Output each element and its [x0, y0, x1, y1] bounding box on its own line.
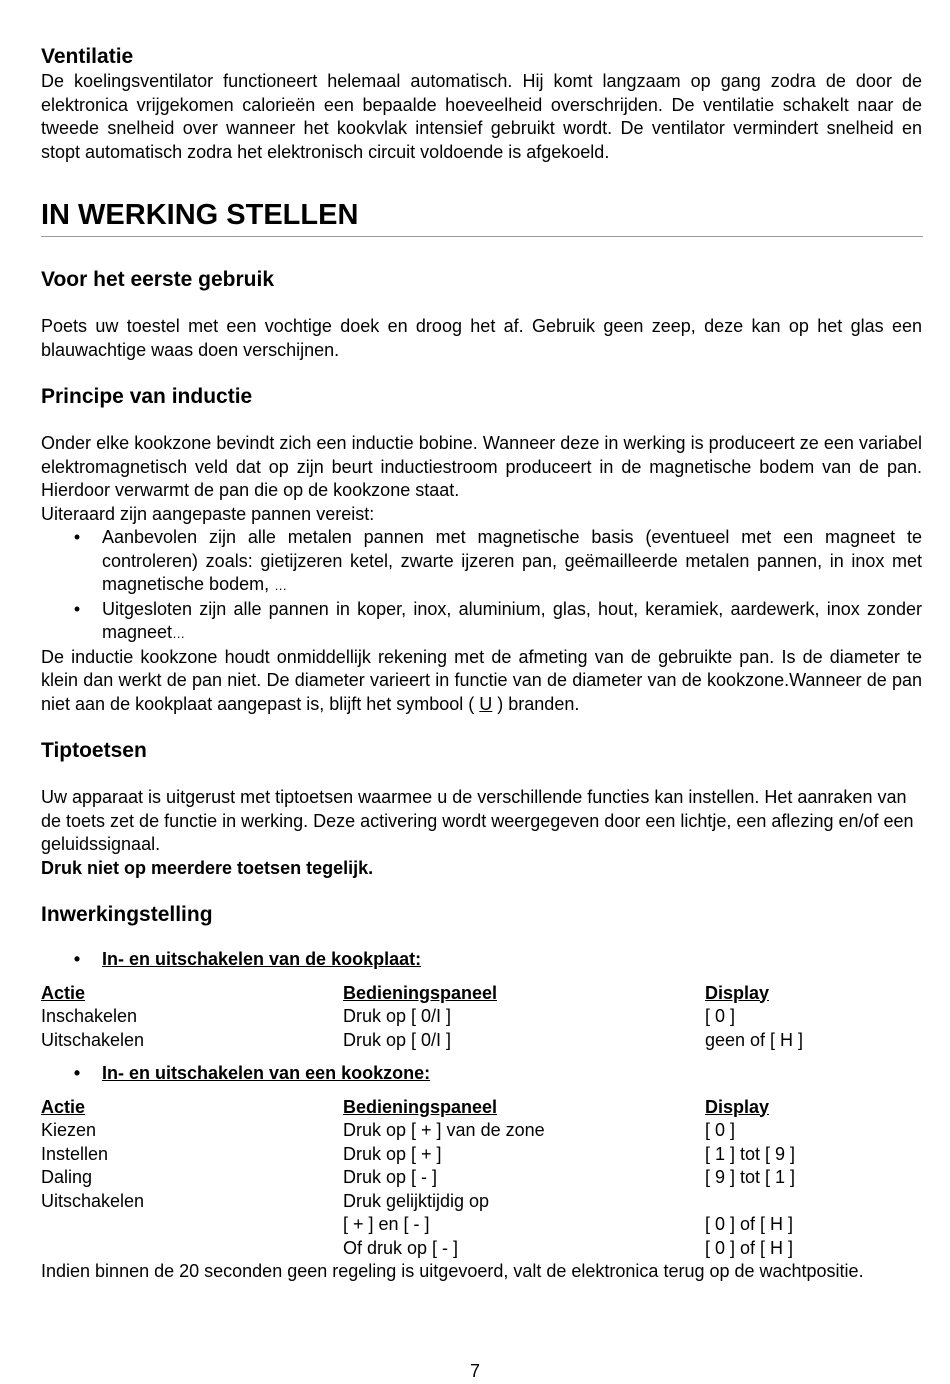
table-cell: Druk op [ - ]: [343, 1167, 438, 1187]
table-cell: [ 0 ]: [705, 1006, 736, 1026]
table-cell: Inschakelen: [41, 1006, 138, 1026]
bullet-icon: •: [73, 527, 81, 547]
table-row: [41, 1190, 922, 1214]
table-cell: Of druk op [ - ]: [343, 1237, 459, 1258]
table-cell: Druk op [ 0/I ]: [343, 1006, 452, 1026]
section1-title-text: In- en uitschakelen van de kookplaat:: [102, 949, 422, 969]
bullet-icon: •: [73, 598, 81, 619]
table-cell: [41, 1213, 343, 1237]
u-symbol: U: [479, 693, 493, 714]
table-cell: [ 0 ]: [705, 1120, 736, 1140]
table-header-row: [41, 1096, 922, 1120]
table-cell: Druk op [ + ] van de zone: [343, 1120, 545, 1140]
table-cell: Uitschakelen: [41, 1029, 145, 1050]
bullet-icon: •: [73, 949, 81, 969]
principe-requirement: Uiteraard zijn aangepaste pannen vereist:: [41, 503, 375, 524]
table-row: [41, 1166, 922, 1190]
col-header-display: Display: [705, 1096, 770, 1117]
table-cell: [ 0 ] of [ H ]: [705, 1237, 794, 1258]
col-header-bedieningspaneel: Bedieningspaneel: [343, 1096, 498, 1117]
table-row: [41, 1029, 922, 1053]
table-row: [41, 1143, 922, 1167]
paragraph-text: ) branden.: [492, 693, 580, 714]
table-header-row: [41, 982, 922, 1006]
principe-paragraph: Onder elke kookzone bevindt zich een inductie bobine. Wanneer deze in werking is produceert ze een variabel elektromagnetisch veld dat op zijn beurt inductiestroom produceert in de magnetische bodem van de pan. Hierdoor verwarmt de pan die op de kookzone staat.: [41, 433, 922, 500]
tiptoetsen-paragraph: Uw apparaat is uitgerust met tiptoetsen waarmee u de verschillende functies kan instellen. Het aanraken van de toets zet de functie in werking. Deze activering wordt weergegeven door een lichtje, een aflezing en/of een geluidssignaal.: [41, 787, 914, 854]
table-cell: [705, 1190, 922, 1214]
ellipsis: …: [274, 578, 288, 593]
col-header-display: Display: [705, 982, 770, 1003]
voor-paragraph: Poets uw toestel met een vochtige doek en droog het af. Gebruik geen zeep, deze kan op het glas een blauwachtige waas doen verschijnen.: [41, 316, 922, 360]
table-cell: [41, 1237, 343, 1261]
kookplaat-table: [41, 982, 922, 1053]
table-cell: geen of [ H ]: [705, 1029, 804, 1050]
ellipsis: …: [172, 626, 186, 641]
inwerkingstelling-heading: Inwerkingstelling: [41, 903, 213, 926]
ventilatie-paragraph: De koelingsventilator functioneert helemaal automatisch. Hij komt langzaam op gang zodra de door de elektronica vrijgekomen calorieën een bepaalde hoeveelheid overschrijden. De ventilatie schakelt naar de tweede snelheid over wanneer het kookvlak intensief gebruikt wordt. De ventilator vermindert snelheid en stopt automatisch zodra het elektronisch circuit voldoende is afgekoeld.: [41, 71, 922, 162]
heading-divider: [41, 236, 923, 237]
list-item-text: Aanbevolen zijn alle metalen pannen met magnetische basis (eventueel met een magneet te controleren) zoals: gietijzeren ketel, zwarte ijzeren pan, geëmailleerde metalen pannen, in inox met magnetische bodem,: [102, 527, 922, 594]
timeout-paragraph: Indien binnen de 20 seconden geen regeling is uitgevoerd, valt de elektronica terug op de wachtpositie.: [41, 1261, 864, 1281]
principe-diameter-paragraph: [41, 646, 922, 717]
table-row: [41, 1213, 922, 1237]
table-cell: Instellen: [41, 1143, 109, 1164]
table-cell: Daling: [41, 1167, 93, 1187]
table-cell: Uitschakelen: [41, 1190, 145, 1211]
tiptoetsen-warning: Druk niet op meerdere toetsen tegelijk.: [41, 857, 374, 878]
table-row: [41, 1005, 922, 1029]
table-row: [41, 1119, 922, 1143]
section1-title: [41, 948, 922, 972]
bullet-icon: •: [73, 1063, 81, 1083]
main-section-header: [41, 198, 922, 237]
paragraph-text: De inductie kookzone houdt onmiddellijk rekening met de afmeting van de gebruikte pan. Is de diameter te klein dan werkt de pan niet. De diameter varieert in functie van de diameter van de kookzone.Wanneer de pan niet aan de kookplaat aangepast is, blijft het symbool (: [41, 646, 922, 714]
table-cell: [ 1 ] tot [ 9 ]: [705, 1143, 796, 1164]
section2-title: [41, 1062, 922, 1086]
table-cell: Kiezen: [41, 1120, 97, 1140]
col-header-bedieningspaneel: Bedieningspaneel: [343, 982, 498, 1003]
list-item: [41, 526, 922, 598]
section2-title-text: In- en uitschakelen van een kookzone:: [102, 1063, 431, 1083]
document-page: [41, 44, 922, 1284]
principe-heading: Principe van inductie: [41, 385, 253, 408]
pan-list: [41, 526, 922, 646]
table-cell: [ 0 ] of [ H ]: [705, 1214, 794, 1234]
kookzone-table: [41, 1096, 922, 1261]
tiptoetsen-heading: Tiptoetsen: [41, 739, 147, 762]
col-header-actie: Actie: [41, 1096, 86, 1117]
list-item-text: Uitgesloten zijn alle pannen in koper, inox, aluminium, glas, hout, keramiek, aardewerk, inox zonder magneet: [102, 598, 922, 642]
table-cell: [ + ] en [ - ]: [343, 1214, 430, 1234]
main-heading: IN WERKING STELLEN: [41, 199, 359, 231]
voor-heading: Voor het eerste gebruik: [41, 268, 275, 291]
page-number: 7: [469, 1361, 480, 1381]
table-cell: [ 9 ] tot [ 1 ]: [705, 1167, 796, 1187]
table-cell: Druk op [ 0/I ]: [343, 1029, 452, 1050]
ventilatie-heading: Ventilatie: [41, 45, 134, 68]
table-row: [41, 1237, 922, 1261]
col-header-actie: Actie: [41, 982, 86, 1003]
table-cell: Druk op [ + ]: [343, 1143, 442, 1164]
table-cell: Druk gelijktijdig op: [343, 1190, 490, 1211]
list-item: [41, 598, 922, 646]
